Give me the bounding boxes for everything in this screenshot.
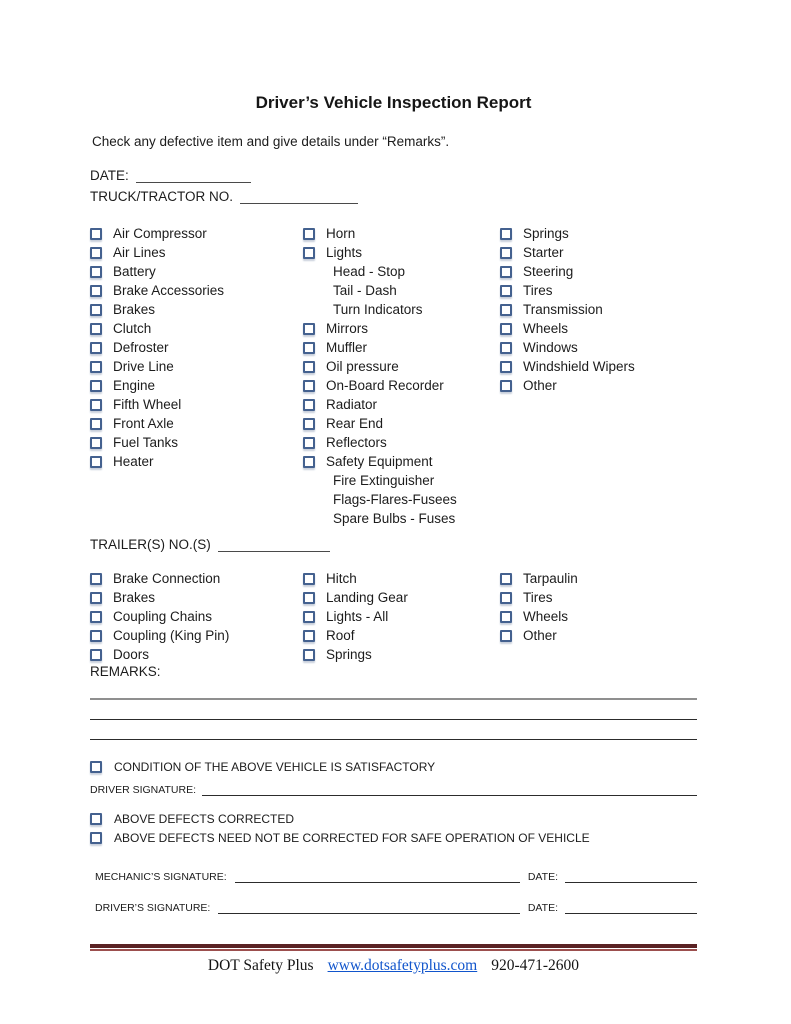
condition-satisfactory-label: CONDITION OF THE ABOVE VEHICLE IS SATISFACTORY bbox=[114, 759, 436, 774]
checklist-item-brakes bbox=[90, 300, 303, 319]
checklist-item-radiator bbox=[303, 395, 500, 414]
checklist-item-flags-flares-fusees bbox=[303, 490, 500, 509]
trailer-checklist-column-2 bbox=[303, 569, 500, 664]
checkbox-brake-accessories[interactable] bbox=[90, 285, 102, 297]
defects-not-corrected-label: ABOVE DEFECTS NEED NOT BE CORRECTED FOR SAFE OPERATION OF VEHICLE bbox=[114, 830, 590, 845]
checkbox-battery[interactable] bbox=[90, 266, 102, 278]
checklist-item-coupling-king-pin bbox=[90, 626, 303, 645]
checklist-item-brake-accessories bbox=[90, 281, 303, 300]
checkbox-condition-satisfactory[interactable] bbox=[90, 761, 102, 773]
footer-divider-thick-line bbox=[90, 944, 697, 948]
item-label: Coupling Chains bbox=[113, 609, 213, 624]
checklist-item-wheels bbox=[500, 319, 697, 338]
remarks-line-2[interactable] bbox=[90, 700, 697, 720]
checklist-item-defroster bbox=[90, 338, 303, 357]
checklist-item-fifth-wheel bbox=[90, 395, 303, 414]
driver-signature-blank[interactable] bbox=[202, 784, 697, 796]
checkbox-defroster[interactable] bbox=[90, 342, 102, 354]
vehicle-checklist-column-3 bbox=[500, 224, 697, 528]
checkbox-horn[interactable] bbox=[303, 228, 315, 240]
checklist-item-lights-all bbox=[303, 607, 500, 626]
truck-number-blank[interactable] bbox=[240, 190, 358, 204]
checkbox-lights[interactable] bbox=[303, 247, 315, 259]
checkbox-roof[interactable] bbox=[303, 630, 315, 642]
item-label: Front Axle bbox=[113, 416, 174, 431]
checklist-item-other bbox=[500, 376, 697, 395]
checkbox-air-compressor[interactable] bbox=[90, 228, 102, 240]
item-label: Fire Extinguisher bbox=[333, 473, 435, 488]
item-label: Other bbox=[523, 628, 557, 643]
defects-section bbox=[90, 809, 697, 847]
checkbox-windows[interactable] bbox=[500, 342, 512, 354]
checklist-item-turn-indicators bbox=[303, 300, 500, 319]
checklist-item-roof bbox=[303, 626, 500, 645]
item-label: Horn bbox=[326, 226, 356, 241]
item-label: Drive Line bbox=[113, 359, 174, 374]
checklist-item-clutch bbox=[90, 319, 303, 338]
checklist-item-safety-equipment bbox=[303, 452, 500, 471]
checkbox-wheels[interactable] bbox=[500, 611, 512, 623]
mechanic-date-label: DATE: bbox=[527, 871, 558, 883]
checklist-item-doors bbox=[90, 645, 303, 664]
trailer-number-label: TRAILER(S) NO.(S) bbox=[90, 537, 211, 552]
checklist-item-springs bbox=[500, 224, 697, 243]
item-label: Air Lines bbox=[113, 245, 166, 260]
item-label: Springs bbox=[326, 647, 372, 662]
checkbox-coupling-chains[interactable] bbox=[90, 611, 102, 623]
item-label: Landing Gear bbox=[326, 590, 408, 605]
checklist-item-heater bbox=[90, 452, 303, 471]
mechanic-signature-blank[interactable] bbox=[235, 871, 520, 883]
remarks-line-1[interactable] bbox=[90, 683, 697, 700]
item-label: Air Compressor bbox=[113, 226, 207, 241]
checkbox-windshield-wipers[interactable] bbox=[500, 361, 512, 373]
checklist-item-transmission bbox=[500, 300, 697, 319]
checklist-item-rear-end bbox=[303, 414, 500, 433]
driver-signature-label: DRIVER SIGNATURE: bbox=[90, 784, 196, 796]
item-label: Radiator bbox=[326, 397, 378, 412]
checkbox-on-board-recorder[interactable] bbox=[303, 380, 315, 392]
footer-website-link[interactable]: www.dotsafetyplus.com bbox=[327, 957, 478, 974]
defects-not-corrected-row bbox=[90, 828, 697, 847]
vehicle-checklist-column-2 bbox=[303, 224, 500, 528]
item-label: Fifth Wheel bbox=[113, 397, 182, 412]
item-label: Brake Accessories bbox=[113, 283, 225, 298]
checkbox-tires[interactable] bbox=[500, 285, 512, 297]
item-label: Lights - All bbox=[326, 609, 389, 624]
item-label: Hitch bbox=[326, 571, 357, 586]
item-label: Heater bbox=[113, 454, 154, 469]
mechanic-date-blank[interactable] bbox=[565, 871, 697, 883]
checkbox-air-lines[interactable] bbox=[90, 247, 102, 259]
checklist-item-other bbox=[500, 626, 697, 645]
checklist-item-starter bbox=[500, 243, 697, 262]
checklist-item-air-compressor bbox=[90, 224, 303, 243]
checklist-item-oil-pressure bbox=[303, 357, 500, 376]
trailer-checklist-column-3 bbox=[500, 569, 697, 664]
checkbox-brakes[interactable] bbox=[90, 304, 102, 316]
defects-corrected-label: ABOVE DEFECTS CORRECTED bbox=[114, 811, 295, 826]
checkbox-tires[interactable] bbox=[500, 592, 512, 604]
checklist-item-spare-bulbs-fuses bbox=[303, 509, 500, 528]
checkbox-drive-line[interactable] bbox=[90, 361, 102, 373]
checklist-item-head-stop bbox=[303, 262, 500, 281]
item-label: Turn Indicators bbox=[333, 302, 423, 317]
checklist-item-lights bbox=[303, 243, 500, 262]
driver-signature-bottom-label: DRIVER’S SIGNATURE: bbox=[95, 902, 211, 914]
checkbox-front-axle[interactable] bbox=[90, 418, 102, 430]
checkbox-defects-corrected[interactable] bbox=[90, 813, 102, 825]
checkbox-oil-pressure[interactable] bbox=[303, 361, 315, 373]
remarks-label: REMARKS: bbox=[90, 664, 161, 679]
item-label: Rear End bbox=[326, 416, 384, 431]
checklist-item-steering bbox=[500, 262, 697, 281]
date-field bbox=[90, 163, 697, 183]
checkbox-muffler[interactable] bbox=[303, 342, 315, 354]
item-label: Other bbox=[523, 378, 557, 393]
remarks-line-3[interactable] bbox=[90, 720, 697, 740]
checklist-item-tires bbox=[500, 588, 697, 607]
item-label: Brakes bbox=[113, 590, 156, 605]
checklist-item-brakes bbox=[90, 588, 303, 607]
checkbox-starter[interactable] bbox=[500, 247, 512, 259]
item-label: Doors bbox=[113, 647, 150, 662]
checklist-item-drive-line bbox=[90, 357, 303, 376]
item-label: Brake Connection bbox=[113, 571, 221, 586]
date-blank[interactable] bbox=[136, 169, 251, 183]
trailer-number-field bbox=[90, 532, 697, 552]
mechanic-signature-label: MECHANIC’S SIGNATURE: bbox=[95, 871, 227, 883]
item-label: Tires bbox=[523, 590, 553, 605]
checkbox-lights-all[interactable] bbox=[303, 611, 315, 623]
checkbox-tarpaulin[interactable] bbox=[500, 573, 512, 585]
checkbox-steering[interactable] bbox=[500, 266, 512, 278]
checklist-item-windows bbox=[500, 338, 697, 357]
item-label: Head - Stop bbox=[333, 264, 406, 279]
checkbox-springs[interactable] bbox=[500, 228, 512, 240]
checklist-item-front-axle bbox=[90, 414, 303, 433]
checkbox-other[interactable] bbox=[500, 630, 512, 642]
checklist-item-springs bbox=[303, 645, 500, 664]
item-label: Tires bbox=[523, 283, 553, 298]
checklist-item-wheels bbox=[500, 607, 697, 626]
checkbox-safety-equipment[interactable] bbox=[303, 456, 315, 468]
item-label: Engine bbox=[113, 378, 156, 393]
item-label: Transmission bbox=[523, 302, 603, 317]
item-label: Flags-Flares-Fusees bbox=[333, 492, 457, 507]
item-label: Clutch bbox=[113, 321, 152, 336]
checkbox-brake-connection[interactable] bbox=[90, 573, 102, 585]
remarks-lines bbox=[90, 683, 697, 740]
checklist-item-battery bbox=[90, 262, 303, 281]
item-label: Starter bbox=[523, 245, 564, 260]
item-label: Windows bbox=[523, 340, 578, 355]
checklist-item-horn bbox=[303, 224, 500, 243]
checklist-item-on-board-recorder bbox=[303, 376, 500, 395]
checklist-item-air-lines bbox=[90, 243, 303, 262]
item-label: Mirrors bbox=[326, 321, 368, 336]
checkbox-fuel-tanks[interactable] bbox=[90, 437, 102, 449]
checklist-item-landing-gear bbox=[303, 588, 500, 607]
item-label: Spare Bulbs - Fuses bbox=[333, 511, 456, 526]
footer-divider bbox=[90, 944, 697, 951]
checklist-item-tarpaulin bbox=[500, 569, 697, 588]
trailer-checklist bbox=[90, 569, 697, 664]
trailer-checklist-column-1 bbox=[90, 569, 303, 664]
truck-number-field bbox=[90, 184, 697, 204]
footer bbox=[90, 957, 697, 975]
driver-signature-bottom-row bbox=[90, 894, 697, 914]
checkbox-coupling-king-pin[interactable] bbox=[90, 630, 102, 642]
checklist-item-mirrors bbox=[303, 319, 500, 338]
item-label: Oil pressure bbox=[326, 359, 399, 374]
page-title: Driver’s Vehicle Inspection Report bbox=[255, 93, 532, 112]
condition-satisfactory-row bbox=[90, 757, 697, 776]
item-label: Reflectors bbox=[326, 435, 387, 450]
item-label: Coupling (King Pin) bbox=[113, 628, 230, 643]
checkbox-springs[interactable] bbox=[303, 649, 315, 661]
checkbox-radiator[interactable] bbox=[303, 399, 315, 411]
item-label: Tarpaulin bbox=[523, 571, 578, 586]
checklist-item-engine bbox=[90, 376, 303, 395]
checklist-item-tires bbox=[500, 281, 697, 300]
trailer-number-blank[interactable] bbox=[218, 538, 330, 552]
checkbox-landing-gear[interactable] bbox=[303, 592, 315, 604]
checklist-item-brake-connection bbox=[90, 569, 303, 588]
checkbox-other[interactable] bbox=[500, 380, 512, 392]
vehicle-checklist bbox=[90, 224, 697, 528]
checklist-item-reflectors bbox=[303, 433, 500, 452]
item-label: On-Board Recorder bbox=[326, 378, 444, 393]
checklist-item-hitch bbox=[303, 569, 500, 588]
item-label: Lights bbox=[326, 245, 363, 260]
footer-divider-thin-line bbox=[90, 949, 697, 951]
footer-phone-number: 920-471-2600 bbox=[491, 957, 580, 974]
item-label: Roof bbox=[326, 628, 355, 643]
checklist-item-tail-dash bbox=[303, 281, 500, 300]
driver-signature-row bbox=[90, 776, 697, 796]
checkbox-reflectors[interactable] bbox=[303, 437, 315, 449]
date-label: DATE: bbox=[90, 168, 129, 183]
item-label: Muffler bbox=[326, 340, 368, 355]
checklist-item-coupling-chains bbox=[90, 607, 303, 626]
checkbox-fifth-wheel[interactable] bbox=[90, 399, 102, 411]
item-label: Tail - Dash bbox=[333, 283, 397, 298]
vehicle-checklist-column-1 bbox=[90, 224, 303, 528]
checkbox-engine[interactable] bbox=[90, 380, 102, 392]
item-label: Fuel Tanks bbox=[113, 435, 179, 450]
item-label: Springs bbox=[523, 226, 569, 241]
mechanic-signature-row bbox=[90, 863, 697, 883]
item-label: Brakes bbox=[113, 302, 156, 317]
item-label: Wheels bbox=[523, 321, 569, 336]
checkbox-brakes[interactable] bbox=[90, 592, 102, 604]
checklist-item-windshield-wipers bbox=[500, 357, 697, 376]
checkbox-doors[interactable] bbox=[90, 649, 102, 661]
item-label: Defroster bbox=[113, 340, 169, 355]
checkbox-wheels[interactable] bbox=[500, 323, 512, 335]
driver-signature-bottom-blank[interactable] bbox=[218, 902, 520, 914]
checkbox-heater[interactable] bbox=[90, 456, 102, 468]
checkbox-transmission[interactable] bbox=[500, 304, 512, 316]
item-label: Steering bbox=[523, 264, 574, 279]
checkbox-hitch[interactable] bbox=[303, 573, 315, 585]
instruction-text: Check any defective item and give details under “Remarks”. bbox=[92, 134, 450, 149]
checkbox-defects-not-corrected[interactable] bbox=[90, 832, 102, 844]
truck-number-label: TRUCK/TRACTOR NO. bbox=[90, 189, 234, 204]
checklist-item-muffler bbox=[303, 338, 500, 357]
driver-date-blank[interactable] bbox=[565, 902, 697, 914]
checkbox-mirrors[interactable] bbox=[303, 323, 315, 335]
item-label: Battery bbox=[113, 264, 156, 279]
checklist-item-fuel-tanks bbox=[90, 433, 303, 452]
footer-company-name: DOT Safety Plus bbox=[207, 957, 314, 974]
checkbox-rear-end[interactable] bbox=[303, 418, 315, 430]
item-label: Safety Equipment bbox=[326, 454, 433, 469]
checklist-item-fire-extinguisher bbox=[303, 471, 500, 490]
defects-corrected-row bbox=[90, 809, 697, 828]
checkbox-clutch[interactable] bbox=[90, 323, 102, 335]
item-label: Windshield Wipers bbox=[523, 359, 635, 374]
driver-date-label: DATE: bbox=[527, 902, 558, 914]
item-label: Wheels bbox=[523, 609, 569, 624]
